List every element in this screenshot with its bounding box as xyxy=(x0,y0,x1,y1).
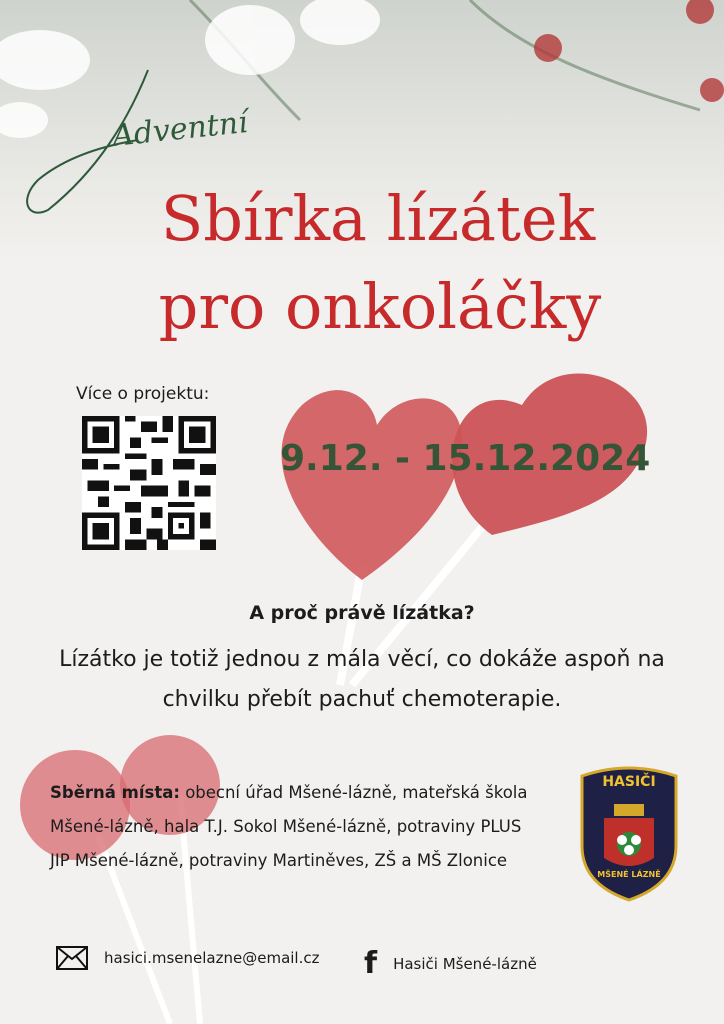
email-contact[interactable] xyxy=(56,946,319,970)
facebook-contact[interactable] xyxy=(364,946,537,981)
collection-places-label: Sběrná místa: xyxy=(50,783,180,802)
badge-bottom-text: MŠENÉ LÁZNĚ xyxy=(597,870,661,879)
facebook-icon: f xyxy=(364,946,378,981)
page-title-line-1: Sbírka lízátek xyxy=(160,182,596,255)
collection-places xyxy=(50,776,540,878)
collection-places-text: obecní úřad Mšené-lázně, mateřská škola Mšené-lázně, hala T.J. Sokol Mšené-lázně, potraviny PLUS JIP Mšené-lázně, potraviny Martiněves, ZŠ a MŠ Zlonice xyxy=(50,783,528,870)
facebook-page-name[interactable]: Hasiči Mšené-lázně xyxy=(393,954,537,973)
subtitle: Adventní xyxy=(110,104,250,155)
email-address[interactable]: hasici.msenelazne@email.cz xyxy=(104,949,320,967)
page-title-line-2: pro onkoláčky xyxy=(158,270,602,343)
more-info-label: Více o projektu: xyxy=(76,384,210,404)
badge-top-text: HASIČI xyxy=(602,774,656,790)
answer-text: Lízátko je totiž jednou z mála věcí, co dokáže aspoň na chvilku přebít pachuť chemoterapie. xyxy=(59,647,665,712)
question-heading: A proč právě lízátka? xyxy=(249,602,475,624)
envelope-icon xyxy=(56,946,88,970)
qr-code[interactable] xyxy=(82,416,216,550)
collection-dates: 9.12. - 15.12.2024 xyxy=(280,438,651,479)
